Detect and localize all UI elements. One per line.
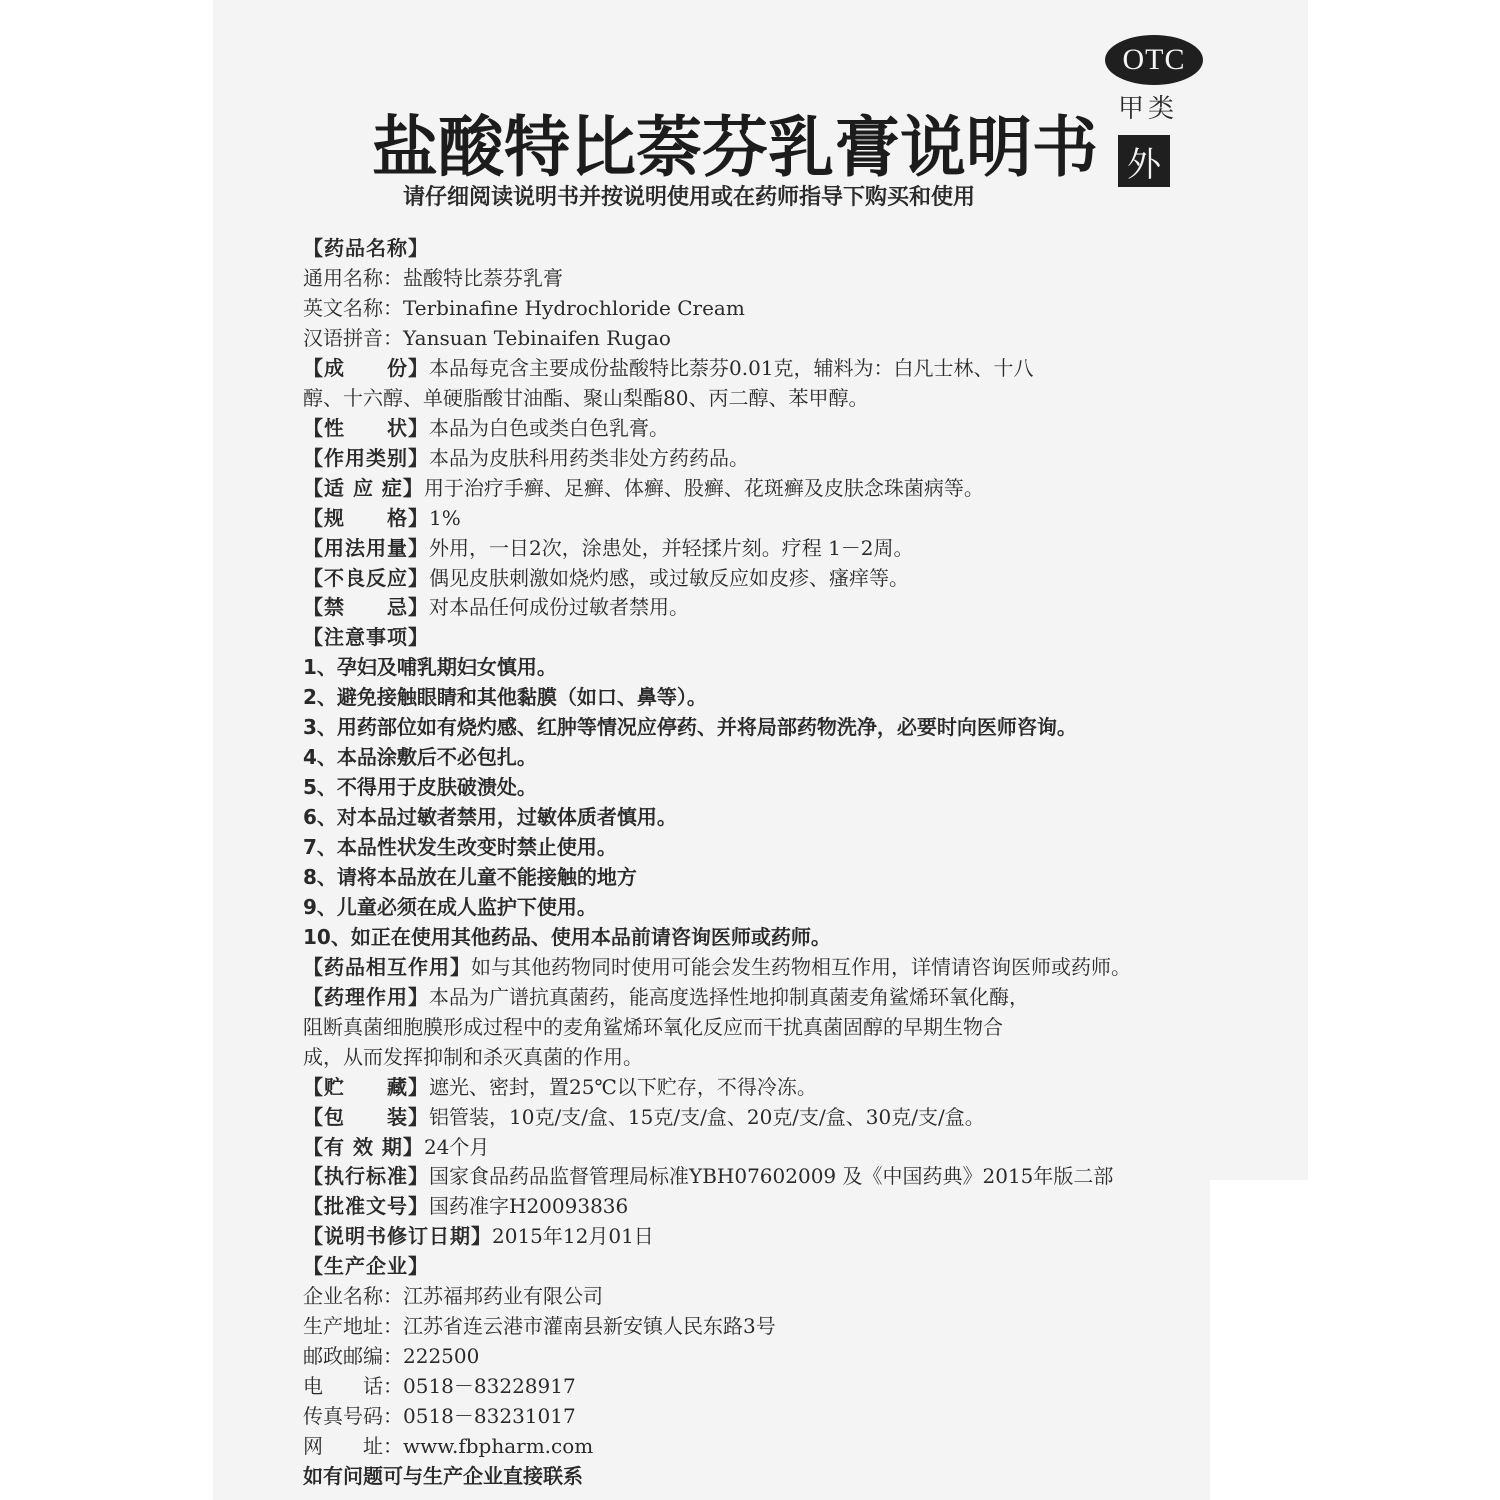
section-heading: 【禁 忌】 xyxy=(303,595,429,620)
leaflet-line xyxy=(303,1371,1263,1401)
leaflet-line xyxy=(303,982,1263,1012)
leaflet-line xyxy=(303,1072,1263,1102)
leaflet-line xyxy=(303,1281,1263,1311)
leaflet-line xyxy=(303,413,1263,443)
document-title: 盐酸特比萘芬乳膏说明书 xyxy=(372,109,1098,186)
section-heading: 【药品名称】 xyxy=(303,236,429,260)
precaution-item: 7、本品性状发生改变时禁止使用。 xyxy=(303,835,617,859)
external-use-mark xyxy=(1118,135,1170,187)
section-heading: 【作用类别】 xyxy=(303,445,429,470)
leaflet-line xyxy=(303,1132,1263,1162)
leaflet-line xyxy=(303,1102,1263,1132)
line-text: 2015年12月01日 xyxy=(492,1224,654,1249)
precaution-item: 2、避免接触眼睛和其他黏膜（如口、鼻等）。 xyxy=(303,685,707,710)
section-heading: 【性 状】 xyxy=(303,415,429,440)
leaflet-line xyxy=(303,712,1263,742)
line-text: 本品每克含主要成份盐酸特比萘芬0.01克，辅料为：白凡士林、十八 xyxy=(429,355,1034,380)
leaflet-line xyxy=(303,1431,1263,1461)
otc-class-label: 甲类 xyxy=(1118,94,1179,124)
leaflet-line xyxy=(303,1311,1263,1341)
leaflet-line xyxy=(303,742,1263,772)
precaution-item: 3、用药部位如有烧灼感、红肿等情况应停药、并将局部药物洗净，必要时向医师咨询。 xyxy=(303,715,1077,740)
section-heading: 【批准文号】 xyxy=(303,1194,429,1219)
line-text: 本品为白色或类白色乳膏。 xyxy=(429,415,669,440)
line-text: 国药准字H20093836 xyxy=(429,1194,629,1219)
section-heading: 【注意事项】 xyxy=(303,625,429,650)
section-heading: 【贮 藏】 xyxy=(303,1074,429,1099)
section-heading: 【药品相互作用】 xyxy=(303,954,471,979)
line-text: 邮政邮编：222500 xyxy=(303,1344,480,1369)
leaflet-line xyxy=(303,383,1263,413)
leaflet-line xyxy=(303,1251,1263,1281)
line-text: 企业名称：江苏福邦药业有限公司 xyxy=(303,1284,603,1309)
otc-label: OTC xyxy=(1122,43,1186,76)
leaflet-line xyxy=(303,1042,1263,1072)
leaflet-line xyxy=(303,293,1263,323)
line-text: 用于治疗手癣、足癣、体癣、股癣、花斑癣及皮肤念珠菌病等。 xyxy=(423,475,984,500)
section-heading: 【成 份】 xyxy=(303,355,429,380)
line-text: 1% xyxy=(429,505,461,530)
leaflet-line xyxy=(303,892,1263,922)
precaution-item: 10、如正在使用其他药品、使用本品前请咨询医师或药师。 xyxy=(303,924,831,949)
line-text: 对本品任何成份过敏者禁用。 xyxy=(429,595,689,620)
leaflet-line xyxy=(303,832,1263,862)
section-heading: 【用法用量】 xyxy=(303,535,429,560)
section-heading: 【执行标准】 xyxy=(303,1164,429,1189)
section-heading: 【有 效 期】 xyxy=(303,1134,424,1159)
leaflet-line xyxy=(303,473,1263,503)
line-text: 醇、十六醇、单硬脂酸甘油酯、聚山梨酯80、丙二醇、苯甲醇。 xyxy=(303,385,869,410)
line-text: 如与其他药物同时使用可能会发生药物相互作用，详情请咨询医师或药师。 xyxy=(471,954,1131,979)
line-text: 阻断真菌细胞膜形成过程中的麦角鲨烯环氧化反应而干扰真菌固醇的早期生物合 xyxy=(303,1014,1003,1039)
section-heading: 【药理作用】 xyxy=(303,984,429,1009)
line-text: 遮光、密封，置25℃以下贮存，不得冷冻。 xyxy=(429,1074,817,1099)
line-text: 传真号码：0518－83231017 xyxy=(303,1404,576,1428)
line-text: 24个月 xyxy=(423,1134,490,1159)
leaflet-line xyxy=(303,592,1263,622)
line-text: 汉语拼音：Yansuan Tebinaifen Rugao xyxy=(303,325,671,350)
leaflet-line xyxy=(303,443,1263,473)
line-text: 生产地址：江苏省连云港市灌南县新安镇人民东路3号 xyxy=(303,1314,776,1339)
precaution-item: 4、本品涂敷后不必包扎。 xyxy=(303,745,537,770)
section-heading: 【适 应 症】 xyxy=(303,475,424,500)
line-text: 本品为广谱抗真菌药，能高度选择性地抑制真菌麦角鲨烯环氧化酶， xyxy=(429,984,1029,1009)
leaflet-line xyxy=(303,353,1263,383)
leaflet-line xyxy=(303,952,1263,982)
leaflet-line xyxy=(303,622,1263,652)
leaflet-line xyxy=(303,263,1263,293)
precaution-item: 1、孕妇及哺乳期妇女慎用。 xyxy=(303,655,557,680)
section-heading: 【说明书修订日期】 xyxy=(303,1224,492,1249)
section-heading: 【生产企业】 xyxy=(303,1254,429,1279)
line-text: 国家食品药品监督管理局标准YBH07602009 及《中国药典》2015年版二部 xyxy=(429,1164,1114,1189)
leaflet-line xyxy=(303,682,1263,712)
precaution-item: 6、对本品过敏者禁用，过敏体质者慎用。 xyxy=(303,805,677,829)
leaflet-line xyxy=(303,772,1263,802)
leaflet-line xyxy=(303,802,1263,832)
leaflet-line xyxy=(303,922,1263,952)
precaution-item: 9、儿童必须在成人监护下使用。 xyxy=(303,894,597,919)
leaflet-line xyxy=(303,323,1263,353)
line-text: 成，从而发挥抑制和杀灭真菌的作用。 xyxy=(303,1044,643,1069)
precaution-item: 8、请将本品放在儿童不能接触的地方 xyxy=(303,864,637,889)
line-text: 铝管装，10克/支/盒、15克/支/盒、20克/支/盒、30克/支/盒。 xyxy=(429,1104,985,1129)
line-text: 网 址：www.fbpharm.com xyxy=(303,1434,594,1458)
line-text: 偶见皮肤刺激如烧灼感，或过敏反应如皮疹、瘙痒等。 xyxy=(429,565,909,590)
line-text: 电 话：0518－83228917 xyxy=(303,1374,576,1399)
line-text: 通用名称：盐酸特比萘芬乳膏 xyxy=(303,265,563,290)
precaution-item: 如有问题可与生产企业直接联系 xyxy=(303,1464,583,1488)
leaflet-line xyxy=(303,503,1263,533)
line-text: 本品为皮肤科用药类非处方药药品。 xyxy=(429,445,749,470)
leaflet-line xyxy=(303,1401,1263,1431)
section-heading: 【不良反应】 xyxy=(303,565,429,590)
leaflet-line xyxy=(303,1341,1263,1371)
precaution-item: 5、不得用于皮肤破溃处。 xyxy=(303,775,537,800)
otc-badge xyxy=(1105,35,1203,85)
leaflet-line xyxy=(303,1161,1263,1191)
leaflet-line xyxy=(303,563,1263,593)
leaflet-line xyxy=(303,533,1263,563)
leaflet-line xyxy=(303,1012,1263,1042)
section-heading: 【规 格】 xyxy=(303,505,429,530)
leaflet-line xyxy=(303,652,1263,682)
leaflet-line xyxy=(303,1221,1263,1251)
leaflet-line xyxy=(303,1461,1263,1491)
leaflet-line xyxy=(303,233,1263,263)
external-use-label: 外 xyxy=(1127,144,1161,185)
line-text: 外用，一日2次，涂患处，并轻揉片刻。疗程 1－2周。 xyxy=(429,535,914,560)
leaflet-line xyxy=(303,862,1263,892)
section-heading: 【包 装】 xyxy=(303,1104,429,1129)
document-subtitle: 请仔细阅读说明书并按说明使用或在药师指导下购买和使用 xyxy=(403,185,976,210)
leaflet-line xyxy=(303,1191,1263,1221)
line-text: 英文名称：Terbinafine Hydrochloride Cream xyxy=(303,295,745,320)
